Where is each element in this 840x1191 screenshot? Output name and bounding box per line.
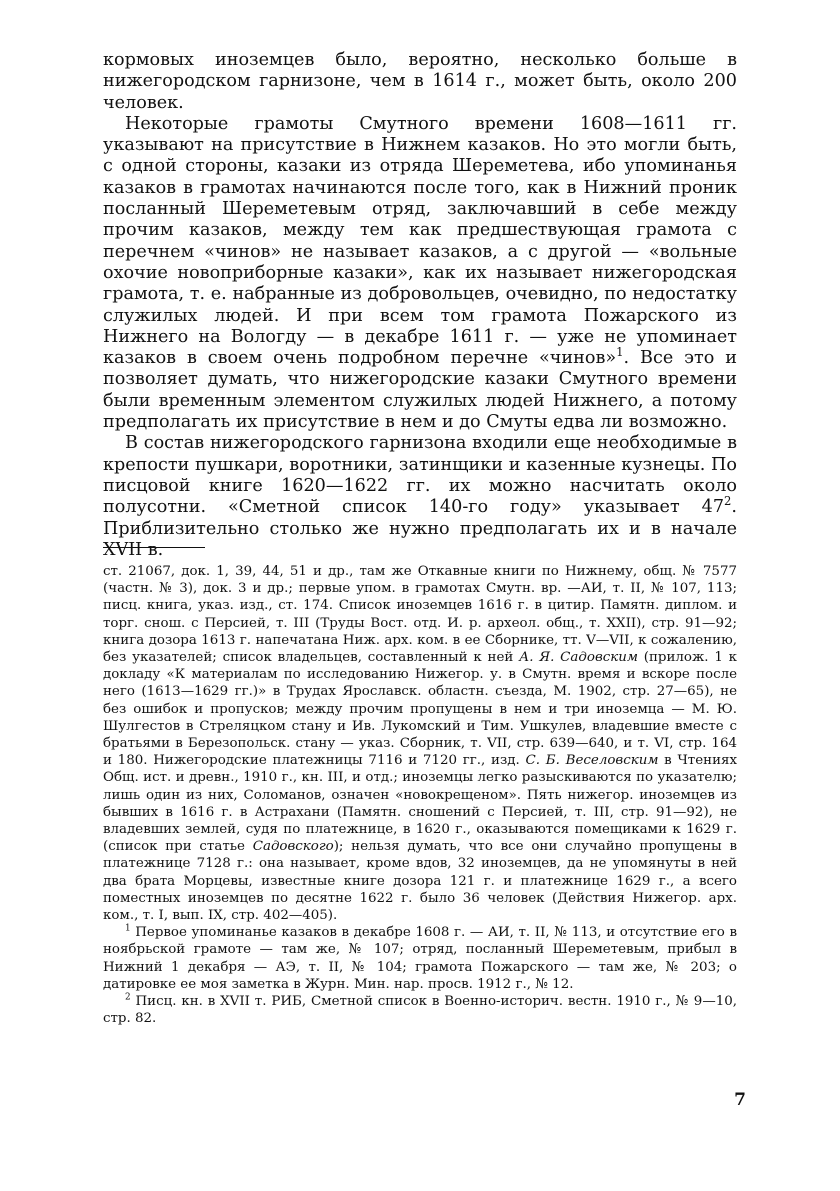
footnote-continuation-text-b: (прилож. 1 к докладу «К материалам по исследованию Нижегор. у. в Смутн. время и вскоре после него (1613—1629 гг.)» в Трудах Ярославск. областн. съезда, М. 1902, стр. 27—65), не без ошибок и пропусков; между прочим пропущены в нем и три иноземца — М. Ю. Шулгестов в Стреляцком стану и Ив. Лукомский и Тим. Ушкулев, владевшие вместе с братьями в Березопольск. стану — указ. Сборник, т. VII, стр. 639—640, и т. VI, стр. 164 и 180. Нижегородские платежницы 7116 и 7120 гг., изд. — [103, 650, 738, 769]
footnote-2-text: Писц. кн. в XVII т. РИБ, Сметной список в Военно-историч. вестн. 1910 г., № 9—10, стр. 82. — [103, 994, 738, 1027]
paragraph-2-text-b: . Все это и позволяет думать, что нижегородские казаки Смутного времени были временным элементом служилых людей Нижнего, а потому предполагать их присутствие в нем и до Смуты едва ли возможно. — [103, 348, 737, 433]
footnote-continuation-text-c: в Чтениях Общ. ист. и древн., 1910 г., кн. III, и отд.; иноземцы легко разыскиваются по указателю; лишь один из них, Соломанов, означен «новокрещеном». Пять нижегор. иноземцев из бывших в 1616 г. в Астрахани (Памятн. сношений с Персией, т. III, стр. 91—92), не владевших землей, судя по платежнице, в 1620 г., оказываются помещиками к 1629 г. (список при статье — [103, 753, 737, 855]
footnote-continuation-text-d: ); нельзя думать, что все они случайно пропущены в платежнице 7128 г.: она называет, кроме вдов, 32 иноземцев, да не упомянуты в ней два брата Морцевы, известные книге дозора 121 г. и платежнице 1629 г., а всего поместных иноземцев по десятне 1622 г. было 36 человек (Действия Нижегор. арх. ком., т. I, вып. IX, стр. 402—405). — [103, 839, 738, 924]
footnote-continuation-text-a: ст. 21067, док. 1, 39, 44, 51 и др., там же Откавные книги по Нижнему, общ. № 7577 (частн. № 3), док. 3 и др.; первые упом. в грамотах Смутн. вр. —АИ, т. II, № 107, 113; писц. книга, указ. изд., ст. 174. Список иноземцев 1616 г. в цитир. Памятн. диплом. и торг. снош. с Персией, т. III (Труды Вост. отд. И. р. археол. общ., т. XXII), стр. 91—92; книга дозора 1613 г. напечатана Ниж. арх. ком. в ее Сборнике, тт. V—VII, к сожалению, без указателей; список владельцев, составленный к ней — [103, 564, 737, 666]
footnote-separator — [103, 547, 205, 548]
author-name-sadovsky: А. Я. Садовским — [519, 650, 638, 666]
paragraph-2-text-a: Некоторые грамоты Смутного времени 1608—1611 гг. указывают на присутствие в Нижнем казаков. Но это могли быть, с одной стороны, казаки из отряда Шереметева, ибо упоминанья казаков в грамотах начинаются после того, как в Нижний проник посланный Шереметевым отряд, заключавший в себе между прочим казаков, между тем как предшествующая грамота с перечнем «чинов» не называет казаков, а с другой — «вольные охочие новоприборные казаки», как их называет нижегородская грамота, т. е. набранные из добровольцев, очевидно, по недостатку служилых людей. И при всем том грамота Пожарского из Нижнего на Вологду — в декабре 1611 г. — уже не упоминает казаков в своем очень подробном перечне «чинов» — [103, 113, 737, 369]
paragraph-3-text-b: . Приблизительно столько же нужно предполагать их и в начале XVII в. — [103, 497, 737, 560]
paragraph-1 — [103, 50, 737, 114]
footnotes — [103, 563, 737, 1027]
footnote-ref-1: 1 — [616, 345, 624, 360]
footnote-1 — [103, 924, 737, 993]
footnote-continuation — [103, 563, 737, 924]
author-name-sadovsky-2: Садовского — [252, 839, 334, 855]
footnote-1-text: Первое упоминанье казаков в декабре 1608 г. — АИ, т. II, № 113, и отсутствие его в ноябрьской грамоте — там же, № 107; отряд, посланный Шереметевым, прибыл в Нижний 1 декабря — АЭ, т. II, № 104; грамота Пожарского — там же, № 203; о датировке ее моя заметка в Журн. Мин. нар. просв. 1912 г., № 12. — [103, 925, 737, 992]
footnote-1-mark: 1 — [125, 923, 131, 934]
author-name-veselovsky: С. Б. Веселовским — [525, 753, 659, 769]
main-text — [103, 50, 737, 561]
page-number: 7 — [734, 1090, 746, 1110]
paragraph-3-text-a: В состав нижегородского гарнизона входили еще необходимые в крепости пушкари, воротники, затинщики и казенные кузнецы. По писцовой книге 1620—1622 гг. их можно насчитать около полусотни. «Сметной список 140-го году» указывает 47 — [103, 433, 737, 518]
paragraph-3 — [103, 433, 737, 561]
footnote-2-mark: 2 — [125, 992, 131, 1003]
paragraph-1-text: кормовых иноземцев было, вероятно, несколько больше в нижегородском гарнизоне, чем в 1614 г., может быть, около 200 человек. — [103, 50, 737, 113]
footnote-2 — [103, 993, 737, 1027]
paragraph-2 — [103, 114, 737, 433]
footnote-ref-2: 2 — [724, 494, 732, 509]
